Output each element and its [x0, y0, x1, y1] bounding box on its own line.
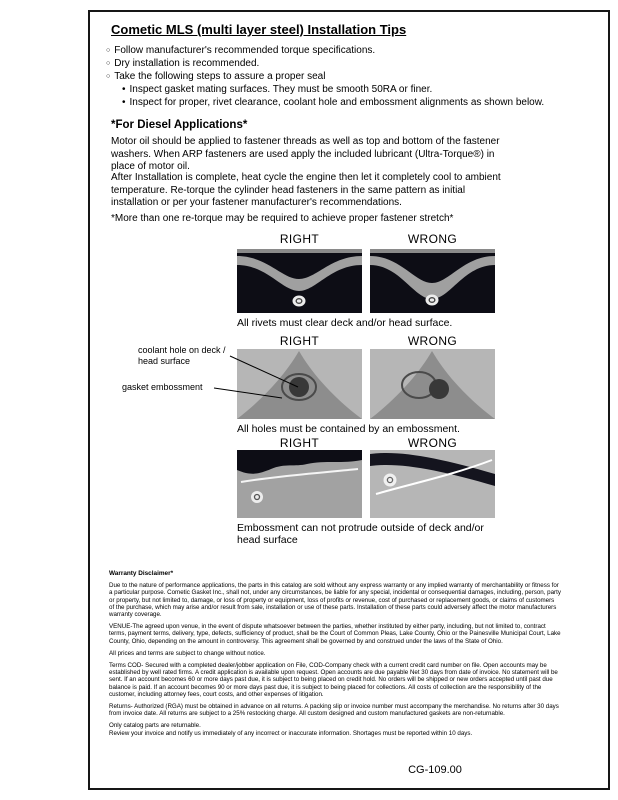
sub-bullet-text: Inspect for proper, rivet clearance, coolant hole and embossment alignments as shown below. [129, 97, 545, 108]
page-border [88, 10, 610, 790]
diesel-paragraph-1: Motor oil should be applied to fastener threads as well as top and bottom of the fastener washers. When ARP fasteners are used apply the included lubricant (Ultra-Torque®) in place of motor oil. [111, 136, 500, 172]
bullet-item [106, 58, 259, 70]
coolant-hole-callout: coolant hole on deck / head surface [138, 345, 226, 366]
hollow-bullet-icon: ○ [106, 73, 111, 80]
embossment-wrong-diagram [370, 450, 495, 518]
bullet-text: Follow manufacturer's recommended torque specifications. [114, 45, 376, 56]
embossment-caption: Embossment can not protrude outside of deck and/or head surface [237, 522, 484, 546]
gasket-embossment-callout: gasket embossment [122, 382, 203, 392]
rivet-right-diagram [237, 249, 362, 313]
warranty-disclaimer [109, 570, 561, 742]
sub-bullet-item [122, 97, 544, 109]
disclaimer-paragraph: Returns- Authorized (RGA) must be obtained in advance on all returns. A packing slip or invoice number must accompany the merchandise. No returns after 30 days from invoice date. All returns are subject to a 25% restocking charge. All custom designed and custom manufactured gaskets are non-returnable. [109, 703, 559, 718]
right-label: RIGHT [279, 334, 320, 348]
dot-bullet-icon: • [122, 97, 126, 108]
hollow-bullet-icon: ○ [106, 60, 111, 67]
page-title: Cometic MLS (multi layer steel) Installation Tips [111, 22, 407, 37]
disclaimer-paragraph: Terms COD- Secured with a completed dealer/jobber application on File, COD-Company check with a current credit card number on file. Open accounts may be established by well rated firms. A credit application is available upon request. Open accounts are due payable Net 30 days from date of invoice. No statement will be sent. If an account becomes 60 or more days past due, it is subject to being placed on credit hold. No orders will be shipped or new orders accepted until past due balance is paid. If an account becomes 90 or more days past due, it is subject to being placed for collections. All costs of collection are the responsibility of the customer, including attorney fees, court costs, and other expenses of litigation. [109, 662, 558, 698]
bullet-item [106, 45, 375, 57]
rivet-wrong-diagram [370, 249, 495, 313]
embossment-right-image [237, 450, 362, 518]
bullet-text: Take the following steps to assure a proper seal [114, 71, 326, 82]
wrong-label: WRONG [407, 232, 458, 246]
sub-bullet-text: Inspect gasket mating surfaces. They must be smooth 50RA or finer. [129, 84, 433, 95]
right-label: RIGHT [279, 436, 320, 450]
bullet-text: Dry installation is recommended. [114, 58, 260, 69]
bullet-item [106, 71, 325, 83]
rivet-right-image [237, 249, 362, 313]
rivet-wrong-image [370, 249, 495, 313]
dot-bullet-icon: • [122, 84, 126, 95]
sub-bullet-item [122, 84, 432, 96]
disclaimer-paragraph: All prices and terms are subject to change without notice. [109, 649, 266, 657]
embossment-wrong-image [370, 450, 495, 518]
holes-caption: All holes must be contained by an embossment. [237, 423, 460, 435]
callout-leader-lines [130, 342, 310, 414]
disclaimer-paragraph: VENUE-The agreed upon venue, in the event of dispute whatsoever between the parties, whether instituted by either party, including, but not limited to, contract terms, payment terms, delivery, type, defects, sufficiency of product, shall be the Court of Common Pleas, Lake County, Ohio or the Painesville Municipal Court, Lake County, Ohio, depending on the amount in controversy. This agreement shall be governed by and construed under the laws of the State of Ohio. [109, 623, 561, 645]
right-label: RIGHT [279, 232, 320, 246]
wrong-label: WRONG [407, 334, 458, 348]
rivets-caption: All rivets must clear deck and/or head surface. [237, 317, 453, 329]
retorque-note: *More than one re-torque may be required to achieve proper fastener stretch* [111, 213, 454, 224]
wrong-label: WRONG [407, 436, 458, 450]
disclaimer-heading: Warranty Disclaimer* [109, 570, 174, 577]
disclaimer-paragraph: Due to the nature of performance applications, the parts in this catalog are sold without any express warranty or any implied warranty of merchantability or fitness for a particular purpose. Cometic Gasket Inc., shall not, under any circumstances, be liable for any special, incidental or consequential damages, including, person, party or property, but not limited to, damage, or loss of property or equipment, loss of profits or revenue, cost of purchased or replacement goods, or claims of customers of the purchase, which may arise and/or result from sale, installation or use of these parts. Installation of these parts could adversely affect the motor manufacturers warranty coverage. [109, 582, 561, 619]
embossment-right-diagram [237, 450, 362, 518]
disclaimer-paragraph: Review your invoice and notify us immediately of any incorrect or inaccurate information. Shortages must be reported within 10 days. [109, 729, 473, 737]
hollow-bullet-icon: ○ [106, 47, 111, 54]
diesel-heading: *For Diesel Applications* [111, 119, 248, 131]
document-code: CG-109.00 [408, 764, 462, 776]
diesel-paragraph-2: After Installation is complete, heat cycle the engine then let it completely cool to ambient temperature. Re-torque the cylinder head fasteners in the same pattern as initial installation or per your fastener manufacturer's recommendations. [111, 172, 501, 208]
coolant-wrong-diagram [370, 349, 495, 419]
coolant-wrong-image [370, 349, 495, 419]
disclaimer-paragraph: Only catalog parts are returnable. [109, 722, 201, 730]
